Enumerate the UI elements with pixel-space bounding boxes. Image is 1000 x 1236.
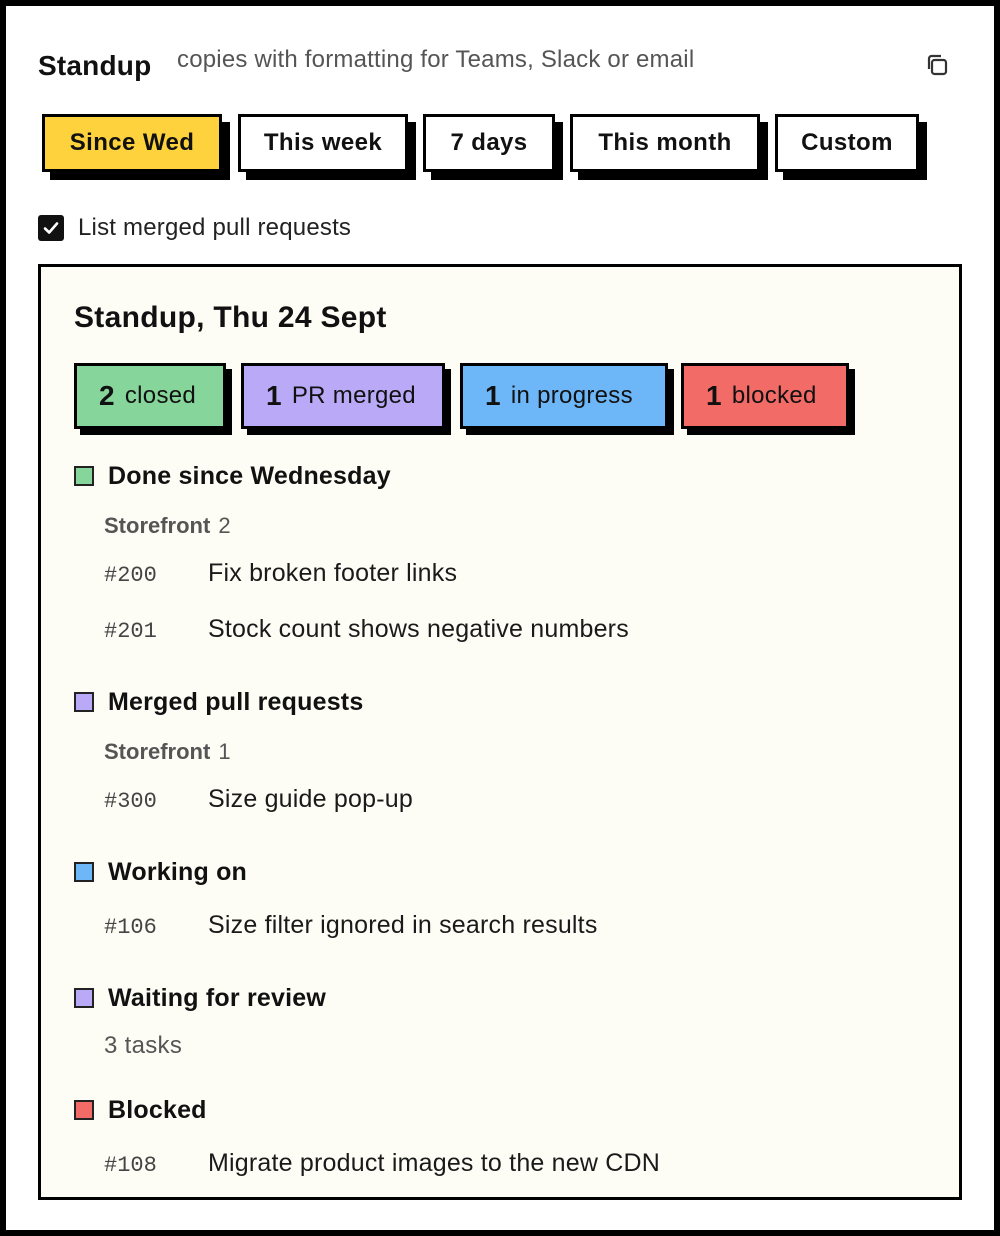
group-storefront: [104, 513, 231, 539]
task-id: #201: [104, 619, 157, 644]
task-title: Size filter ignored in search results: [208, 911, 598, 939]
group-count: 1: [218, 739, 231, 764]
section-waiting-for-review: [74, 982, 326, 1014]
list-merged-option: [38, 210, 638, 246]
copy-icon: [924, 52, 950, 78]
group-count: 2: [218, 513, 231, 538]
standup-report: [38, 264, 962, 1200]
task-id: #108: [104, 1153, 157, 1178]
task-row[interactable]: [104, 615, 904, 647]
section-color-swatch: [74, 862, 94, 882]
card-subtitle: copies with formatting for Teams, Slack or email: [177, 46, 695, 73]
filter-this-month[interactable]: This month: [570, 114, 760, 172]
chip-label: PR merged: [291, 382, 416, 409]
chip-pr-merged: [241, 363, 445, 429]
group-storefront: [104, 739, 231, 765]
checkmark-icon: [42, 219, 60, 237]
copy-button[interactable]: [924, 52, 950, 78]
section-color-swatch: [74, 1100, 94, 1120]
report-title: Standup, Thu 24 Sept: [74, 301, 387, 334]
task-row[interactable]: [104, 1149, 904, 1181]
section-blocked: [74, 1094, 207, 1126]
task-id: #300: [104, 789, 157, 814]
section-done: [74, 460, 391, 492]
chip-count: 1: [485, 380, 501, 411]
task-title: Fix broken footer links: [208, 559, 458, 587]
section-color-swatch: [74, 988, 94, 1008]
review-task-count: 3 tasks: [104, 1032, 183, 1059]
section-label: Working on: [108, 857, 248, 886]
section-label: Blocked: [108, 1095, 207, 1124]
section-working-on: [74, 856, 247, 888]
filter-this-week[interactable]: This week: [238, 114, 408, 172]
task-title: Migrate product images to the new CDN: [208, 1149, 661, 1177]
chip-blocked: [681, 363, 849, 429]
card-header: [38, 46, 958, 90]
section-merged: [74, 686, 363, 718]
date-range-filters: [42, 114, 942, 184]
section-color-swatch: [74, 692, 94, 712]
filter-custom[interactable]: Custom: [775, 114, 919, 172]
section-label: Done since Wednesday: [108, 461, 391, 490]
filter-7-days[interactable]: 7 days: [423, 114, 555, 172]
chip-count: 1: [266, 380, 282, 411]
chip-label: in progress: [510, 382, 633, 409]
group-name: Storefront: [104, 739, 211, 764]
task-row[interactable]: [104, 785, 904, 817]
task-row[interactable]: [104, 559, 904, 591]
chip-closed: [74, 363, 226, 429]
task-title: Size guide pop-up: [208, 785, 413, 813]
chip-count: 2: [99, 380, 115, 411]
group-name: Storefront: [104, 513, 211, 538]
task-title: Stock count shows negative numbers: [208, 615, 629, 643]
section-label: Merged pull requests: [108, 687, 364, 716]
list-merged-label[interactable]: List merged pull requests: [78, 214, 352, 241]
chip-label: closed: [124, 382, 197, 409]
filter-since-wed[interactable]: Since Wed: [42, 114, 222, 172]
section-color-swatch: [74, 466, 94, 486]
task-row[interactable]: [104, 911, 904, 943]
task-id: #106: [104, 915, 157, 940]
section-label: Waiting for review: [108, 983, 326, 1012]
standup-card: [6, 6, 994, 1230]
chip-count: 1: [706, 380, 722, 411]
list-merged-checkbox[interactable]: [38, 215, 64, 241]
card-title: Standup: [38, 50, 152, 81]
task-id: #200: [104, 563, 157, 588]
chip-in-progress: [460, 363, 668, 429]
summary-chips: [74, 363, 894, 435]
chip-label: blocked: [731, 382, 817, 409]
